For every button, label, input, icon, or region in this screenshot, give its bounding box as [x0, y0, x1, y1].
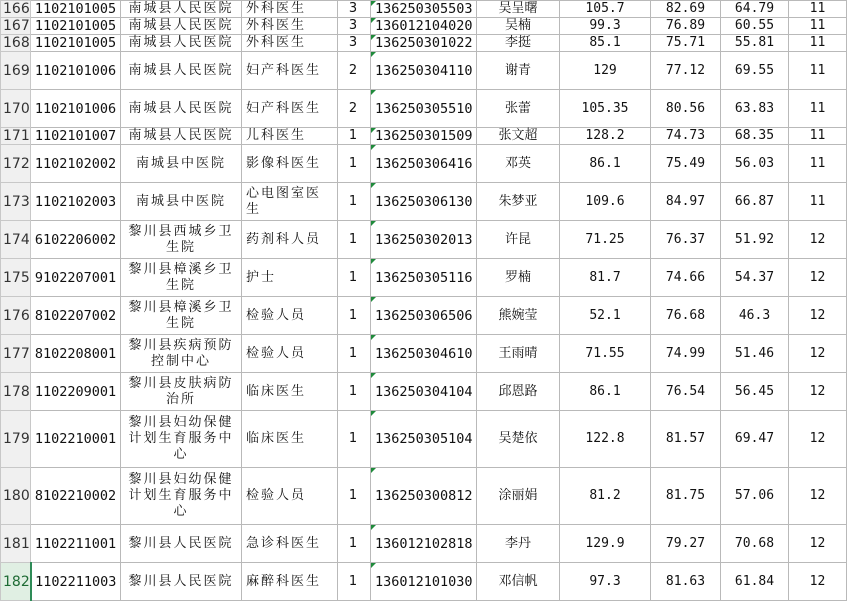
position-code-cell[interactable]: 8102208001	[31, 335, 121, 373]
group-number-cell[interactable]: 11	[789, 183, 847, 221]
employer-name-cell[interactable]: 黎川县疾病预防控制中心	[121, 335, 242, 373]
hire-count-cell[interactable]: 1	[338, 411, 371, 468]
position-code-cell[interactable]: 1102211001	[31, 525, 121, 563]
interview-score-cell[interactable]: 76.37	[651, 221, 721, 259]
interview-score-cell[interactable]: 79.27	[651, 525, 721, 563]
row-number-cell[interactable]: 174	[1, 221, 31, 259]
position-code-cell[interactable]: 1102101006	[31, 90, 121, 128]
row-number-cell[interactable]: 172	[1, 145, 31, 183]
position-name-cell[interactable]: 检验人员	[242, 468, 338, 525]
position-code-cell[interactable]: 1102209001	[31, 373, 121, 411]
position-code-cell[interactable]: 9102207001	[31, 259, 121, 297]
exam-ticket-number-cell[interactable]: 136250304610	[371, 335, 477, 373]
written-score-cell[interactable]: 122.8	[560, 411, 651, 468]
exam-ticket-number-cell[interactable]: 136250304110	[371, 52, 477, 90]
total-score-cell[interactable]: 60.55	[721, 18, 789, 35]
position-name-cell[interactable]: 外科医生	[242, 18, 338, 35]
exam-ticket-number-cell[interactable]: 136012101030	[371, 563, 477, 601]
position-name-cell[interactable]: 检验人员	[242, 335, 338, 373]
employer-name-cell[interactable]: 南城县人民医院	[121, 52, 242, 90]
employer-name-cell[interactable]: 南城县人民医院	[121, 18, 242, 35]
employer-name-cell[interactable]: 黎川县樟溪乡卫生院	[121, 297, 242, 335]
hire-count-cell[interactable]: 1	[338, 183, 371, 221]
interview-score-cell[interactable]: 74.66	[651, 259, 721, 297]
position-name-cell[interactable]: 妇产科医生	[242, 90, 338, 128]
employer-name-cell[interactable]: 南城县中医院	[121, 145, 242, 183]
table-row[interactable]	[1, 18, 847, 35]
position-code-cell[interactable]: 1102101005	[31, 35, 121, 52]
hire-count-cell[interactable]: 1	[338, 128, 371, 145]
employer-name-cell[interactable]: 黎川县妇幼保健计划生育服务中心	[121, 411, 242, 468]
candidate-name-cell[interactable]: 李丹	[477, 525, 560, 563]
written-score-cell[interactable]: 129	[560, 52, 651, 90]
table-row[interactable]	[1, 297, 847, 335]
written-score-cell[interactable]: 81.2	[560, 468, 651, 525]
employer-name-cell[interactable]: 黎川县樟溪乡卫生院	[121, 259, 242, 297]
row-number-cell[interactable]: 178	[1, 373, 31, 411]
candidate-name-cell[interactable]: 王雨晴	[477, 335, 560, 373]
hire-count-cell[interactable]: 3	[338, 1, 371, 18]
exam-ticket-number-cell[interactable]: 136250305104	[371, 411, 477, 468]
exam-ticket-number-cell[interactable]: 136250302013	[371, 221, 477, 259]
employer-name-cell[interactable]: 黎川县人民医院	[121, 525, 242, 563]
employer-name-cell[interactable]: 黎川县皮肤病防治所	[121, 373, 242, 411]
candidate-name-cell[interactable]: 邓英	[477, 145, 560, 183]
position-code-cell[interactable]: 1102101005	[31, 1, 121, 18]
written-score-cell[interactable]: 52.1	[560, 297, 651, 335]
row-number-cell[interactable]: 177	[1, 335, 31, 373]
written-score-cell[interactable]: 86.1	[560, 145, 651, 183]
total-score-cell[interactable]: 51.92	[721, 221, 789, 259]
interview-score-cell[interactable]: 76.54	[651, 373, 721, 411]
interview-score-cell[interactable]: 76.89	[651, 18, 721, 35]
written-score-cell[interactable]: 71.25	[560, 221, 651, 259]
hire-count-cell[interactable]: 1	[338, 145, 371, 183]
candidate-name-cell[interactable]: 熊婉莹	[477, 297, 560, 335]
written-score-cell[interactable]: 99.3	[560, 18, 651, 35]
exam-ticket-number-cell[interactable]: 136250300812	[371, 468, 477, 525]
position-name-cell[interactable]: 妇产科医生	[242, 52, 338, 90]
interview-score-cell[interactable]: 74.99	[651, 335, 721, 373]
hire-count-cell[interactable]: 1	[338, 259, 371, 297]
written-score-cell[interactable]: 129.9	[560, 525, 651, 563]
candidate-name-cell[interactable]: 罗楠	[477, 259, 560, 297]
hire-count-cell[interactable]: 1	[338, 525, 371, 563]
employer-name-cell[interactable]: 黎川县妇幼保健计划生育服务中心	[121, 468, 242, 525]
interview-score-cell[interactable]: 76.68	[651, 297, 721, 335]
position-code-cell[interactable]: 1102210001	[31, 411, 121, 468]
candidate-name-cell[interactable]: 涂丽娟	[477, 468, 560, 525]
position-name-cell[interactable]: 临床医生	[242, 373, 338, 411]
candidate-name-cell[interactable]: 张蕾	[477, 90, 560, 128]
hire-count-cell[interactable]: 1	[338, 468, 371, 525]
position-name-cell[interactable]: 外科医生	[242, 1, 338, 18]
group-number-cell[interactable]: 12	[789, 525, 847, 563]
position-name-cell[interactable]: 影像科医生	[242, 145, 338, 183]
row-number-cell[interactable]: 167	[1, 18, 31, 35]
group-number-cell[interactable]: 11	[789, 52, 847, 90]
position-name-cell[interactable]: 药剂科人员	[242, 221, 338, 259]
total-score-cell[interactable]: 51.46	[721, 335, 789, 373]
written-score-cell[interactable]: 105.35	[560, 90, 651, 128]
table-row[interactable]	[1, 52, 847, 90]
position-code-cell[interactable]: 6102206002	[31, 221, 121, 259]
group-number-cell[interactable]: 12	[789, 221, 847, 259]
candidate-name-cell[interactable]: 吴呈曙	[477, 1, 560, 18]
exam-ticket-number-cell[interactable]: 136250306130	[371, 183, 477, 221]
written-score-cell[interactable]: 109.6	[560, 183, 651, 221]
group-number-cell[interactable]: 12	[789, 297, 847, 335]
interview-score-cell[interactable]: 81.57	[651, 411, 721, 468]
total-score-cell[interactable]: 54.37	[721, 259, 789, 297]
row-number-cell[interactable]: 168	[1, 35, 31, 52]
table-row[interactable]	[1, 221, 847, 259]
table-row[interactable]	[1, 335, 847, 373]
group-number-cell[interactable]: 11	[789, 128, 847, 145]
employer-name-cell[interactable]: 南城县中医院	[121, 183, 242, 221]
written-score-cell[interactable]: 71.55	[560, 335, 651, 373]
position-name-cell[interactable]: 临床医生	[242, 411, 338, 468]
candidate-name-cell[interactable]: 吴楚依	[477, 411, 560, 468]
interview-score-cell[interactable]: 81.75	[651, 468, 721, 525]
hire-count-cell[interactable]: 1	[338, 335, 371, 373]
table-row[interactable]	[1, 259, 847, 297]
table-row[interactable]	[1, 90, 847, 128]
employer-name-cell[interactable]: 黎川县西城乡卫生院	[121, 221, 242, 259]
position-name-cell[interactable]: 心电图室医生	[242, 183, 338, 221]
written-score-cell[interactable]: 97.3	[560, 563, 651, 601]
candidate-name-cell[interactable]: 许昆	[477, 221, 560, 259]
row-number-cell[interactable]: 175	[1, 259, 31, 297]
total-score-cell[interactable]: 56.03	[721, 145, 789, 183]
row-number-cell[interactable]: 170	[1, 90, 31, 128]
table-row[interactable]	[1, 525, 847, 563]
group-number-cell[interactable]: 12	[789, 411, 847, 468]
position-name-cell[interactable]: 检验人员	[242, 297, 338, 335]
interview-score-cell[interactable]: 80.56	[651, 90, 721, 128]
interview-score-cell[interactable]: 74.73	[651, 128, 721, 145]
hire-count-cell[interactable]: 1	[338, 563, 371, 601]
position-code-cell[interactable]: 1102102002	[31, 145, 121, 183]
hire-count-cell[interactable]: 2	[338, 52, 371, 90]
hire-count-cell[interactable]: 1	[338, 221, 371, 259]
row-number-cell[interactable]: 182	[1, 563, 31, 601]
table-row[interactable]	[1, 373, 847, 411]
position-name-cell[interactable]: 麻醉科医生	[242, 563, 338, 601]
hire-count-cell[interactable]: 2	[338, 90, 371, 128]
exam-ticket-number-cell[interactable]: 136250305510	[371, 90, 477, 128]
row-number-cell[interactable]: 169	[1, 52, 31, 90]
interview-score-cell[interactable]: 81.63	[651, 563, 721, 601]
table-row[interactable]	[1, 563, 847, 601]
total-score-cell[interactable]: 55.81	[721, 35, 789, 52]
position-name-cell[interactable]: 护士	[242, 259, 338, 297]
row-number-cell[interactable]: 181	[1, 525, 31, 563]
employer-name-cell[interactable]: 南城县人民医院	[121, 128, 242, 145]
exam-ticket-number-cell[interactable]: 136250306506	[371, 297, 477, 335]
total-score-cell[interactable]: 69.47	[721, 411, 789, 468]
table-row[interactable]	[1, 411, 847, 468]
hire-count-cell[interactable]: 3	[338, 35, 371, 52]
interview-score-cell[interactable]: 75.71	[651, 35, 721, 52]
interview-score-cell[interactable]: 82.69	[651, 1, 721, 18]
total-score-cell[interactable]: 56.45	[721, 373, 789, 411]
table-row[interactable]	[1, 35, 847, 52]
candidate-name-cell[interactable]: 张文超	[477, 128, 560, 145]
table-row[interactable]	[1, 1, 847, 18]
exam-ticket-number-cell[interactable]: 136250305503	[371, 1, 477, 18]
exam-ticket-number-cell[interactable]: 136012104020	[371, 18, 477, 35]
position-name-cell[interactable]: 急诊科医生	[242, 525, 338, 563]
written-score-cell[interactable]: 105.7	[560, 1, 651, 18]
total-score-cell[interactable]: 46.3	[721, 297, 789, 335]
candidate-name-cell[interactable]: 吴楠	[477, 18, 560, 35]
total-score-cell[interactable]: 63.83	[721, 90, 789, 128]
interview-score-cell[interactable]: 75.49	[651, 145, 721, 183]
table-row[interactable]	[1, 145, 847, 183]
group-number-cell[interactable]: 12	[789, 373, 847, 411]
interview-score-cell[interactable]: 77.12	[651, 52, 721, 90]
total-score-cell[interactable]: 57.06	[721, 468, 789, 525]
employer-name-cell[interactable]: 南城县人民医院	[121, 1, 242, 18]
exam-ticket-number-cell[interactable]: 136250305116	[371, 259, 477, 297]
exam-ticket-number-cell[interactable]: 136250301022	[371, 35, 477, 52]
group-number-cell[interactable]: 12	[789, 259, 847, 297]
position-code-cell[interactable]: 8102207002	[31, 297, 121, 335]
exam-ticket-number-cell[interactable]: 136012102818	[371, 525, 477, 563]
table-row[interactable]	[1, 128, 847, 145]
total-score-cell[interactable]: 66.87	[721, 183, 789, 221]
table-row[interactable]	[1, 468, 847, 525]
row-number-cell[interactable]: 179	[1, 411, 31, 468]
exam-ticket-number-cell[interactable]: 136250304104	[371, 373, 477, 411]
employer-name-cell[interactable]: 南城县人民医院	[121, 90, 242, 128]
position-code-cell[interactable]: 1102101007	[31, 128, 121, 145]
row-number-cell[interactable]: 166	[1, 1, 31, 18]
group-number-cell[interactable]: 11	[789, 145, 847, 183]
table-row[interactable]	[1, 183, 847, 221]
candidate-name-cell[interactable]: 邓信帆	[477, 563, 560, 601]
group-number-cell[interactable]: 11	[789, 1, 847, 18]
written-score-cell[interactable]: 128.2	[560, 128, 651, 145]
hire-count-cell[interactable]: 1	[338, 297, 371, 335]
hire-count-cell[interactable]: 1	[338, 373, 371, 411]
total-score-cell[interactable]: 69.55	[721, 52, 789, 90]
written-score-cell[interactable]: 85.1	[560, 35, 651, 52]
interview-score-cell[interactable]: 84.97	[651, 183, 721, 221]
position-code-cell[interactable]: 8102210002	[31, 468, 121, 525]
group-number-cell[interactable]: 11	[789, 18, 847, 35]
exam-ticket-number-cell[interactable]: 136250301509	[371, 128, 477, 145]
employer-name-cell[interactable]: 黎川县人民医院	[121, 563, 242, 601]
hire-count-cell[interactable]: 3	[338, 18, 371, 35]
total-score-cell[interactable]: 68.35	[721, 128, 789, 145]
total-score-cell[interactable]: 70.68	[721, 525, 789, 563]
position-code-cell[interactable]: 1102101006	[31, 52, 121, 90]
candidate-name-cell[interactable]: 谢青	[477, 52, 560, 90]
exam-ticket-number-cell[interactable]: 136250306416	[371, 145, 477, 183]
candidate-name-cell[interactable]: 邱恩路	[477, 373, 560, 411]
position-code-cell[interactable]: 1102102003	[31, 183, 121, 221]
candidate-name-cell[interactable]: 李挺	[477, 35, 560, 52]
total-score-cell[interactable]: 64.79	[721, 1, 789, 18]
row-number-cell[interactable]: 171	[1, 128, 31, 145]
row-number-cell[interactable]: 180	[1, 468, 31, 525]
row-number-cell[interactable]: 173	[1, 183, 31, 221]
group-number-cell[interactable]: 11	[789, 90, 847, 128]
written-score-cell[interactable]: 81.7	[560, 259, 651, 297]
group-number-cell[interactable]: 12	[789, 335, 847, 373]
group-number-cell[interactable]: 12	[789, 563, 847, 601]
group-number-cell[interactable]: 12	[789, 468, 847, 525]
employer-name-cell[interactable]: 南城县人民医院	[121, 35, 242, 52]
row-number-cell[interactable]: 176	[1, 297, 31, 335]
total-score-cell[interactable]: 61.84	[721, 563, 789, 601]
position-name-cell[interactable]: 外科医生	[242, 35, 338, 52]
position-code-cell[interactable]: 1102101005	[31, 18, 121, 35]
written-score-cell[interactable]: 86.1	[560, 373, 651, 411]
group-number-cell[interactable]: 11	[789, 35, 847, 52]
position-name-cell[interactable]: 儿科医生	[242, 128, 338, 145]
candidate-name-cell[interactable]: 朱梦亚	[477, 183, 560, 221]
position-code-cell[interactable]: 1102211003	[31, 563, 121, 601]
